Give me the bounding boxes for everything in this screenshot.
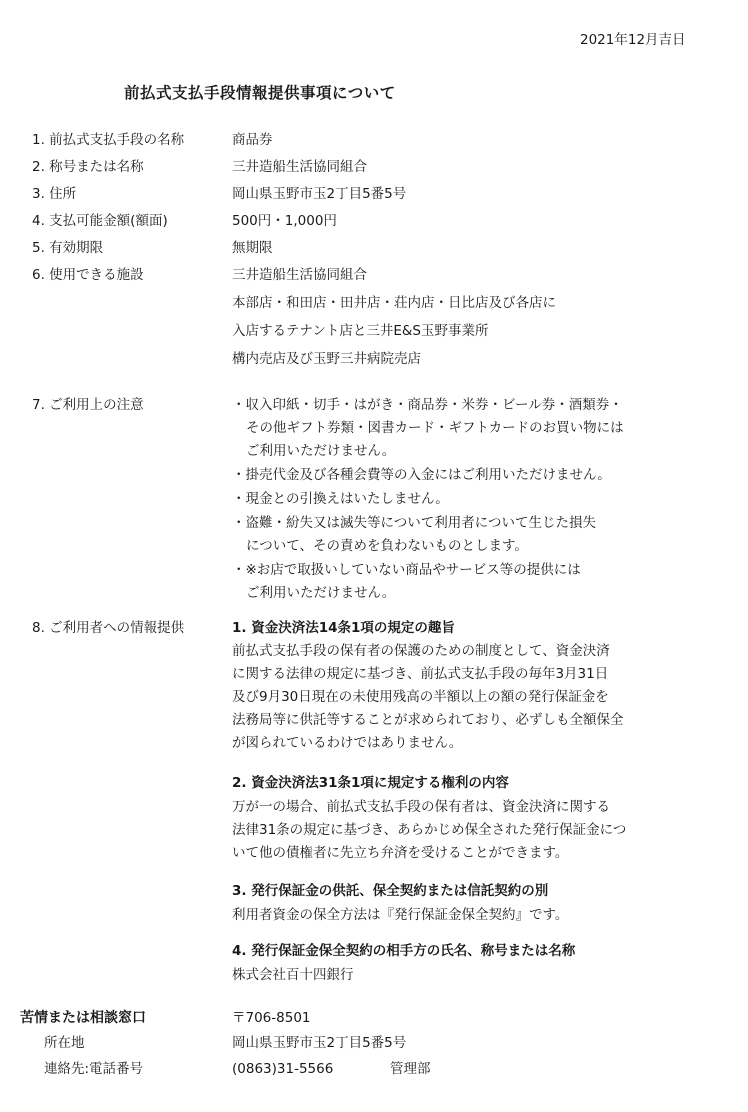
info-section-heading: 1. 資金決済法14条1項の規定の趣旨 (232, 620, 455, 636)
note-line: その他ギフト券類・図書カード・ギフトカードのお買い物には (246, 420, 624, 436)
facility-line: 本部店・和田店・田井店・荘内店・日比店及び各店に (232, 295, 556, 311)
facility-line: 入店するテナント店と三井E&S玉野事業所 (232, 323, 489, 339)
info-paragraph-line: 株式会社百十四銀行 (232, 967, 354, 983)
note-line: ・掛売代金及び各種会費等の入金にはご利用いただけません。 (232, 467, 611, 483)
contact-phone: (0863)31-5566 (232, 1061, 334, 1077)
note-line: ご利用いただけません。 (246, 585, 396, 601)
item-value-amount: 500円・1,000円 (232, 213, 337, 229)
info-paragraph-line: 法務局等に供託等することが求められており、必ずしも全額保全 (232, 712, 624, 728)
info-paragraph-line: 万が一の場合、前払式支払手段の保有者は、資金決済に関する (232, 799, 610, 815)
note-line: ・現金との引換えはいたしません。 (232, 491, 449, 507)
info-paragraph-line: が図られているわけではありません。 (232, 735, 463, 751)
facility-line: 構内売店及び玉野三井病院売店 (232, 351, 421, 367)
item-label-expiry: 5. 有効期限 (32, 240, 104, 256)
item-label-facilities: 6. 使用できる施設 (32, 267, 144, 283)
item-label-issuer: 2. 称号または名称 (32, 159, 144, 175)
info-paragraph-line: 法律31条の規定に基づき、あらかじめ保全された発行保証金につ (232, 822, 627, 838)
info-section-heading: 2. 資金決済法31条1項に規定する権利の内容 (232, 775, 509, 791)
item-value-issuer: 三井造船生活協同組合 (232, 159, 367, 175)
info-paragraph-line: 前払式支払手段の保有者の保護のための制度として、資金決済 (232, 643, 610, 659)
contact-address: 岡山県玉野市玉2丁目5番5号 (232, 1035, 407, 1051)
item-label-name: 1. 前払式支払手段の名称 (32, 132, 185, 148)
note-line: について、その責めを負わないものとします。 (246, 538, 528, 554)
contact-department: 管理部 (390, 1061, 431, 1077)
note-line: ご利用いただけません。 (246, 443, 396, 459)
item-label-notes: 7. ご利用上の注意 (32, 397, 144, 413)
info-paragraph-line: 及び9月30日現在の未使用残高の半額以上の額の発行保証金を (232, 689, 609, 705)
item-value-expiry: 無期限 (232, 240, 273, 256)
item-label-info: 8. ご利用者への情報提供 (32, 620, 185, 636)
item-value-name: 商品券 (232, 132, 273, 148)
note-line: ・盗難・紛失又は滅失等について利用者について生じた損失 (232, 515, 596, 531)
document-date: 2021年12月吉日 (580, 32, 686, 48)
info-section-heading: 4. 発行保証金保全契約の相手方の氏名、称号または名称 (232, 943, 576, 959)
item-label-address: 3. 住所 (32, 186, 77, 202)
info-paragraph-line: に関する法律の規定に基づき、前払式支払手段の毎年3月31日 (232, 666, 609, 682)
info-paragraph-line: いて他の債権者に先立ち弁済を受けることができます。 (232, 845, 569, 861)
note-line: ・※お店で取扱いしていない商品やサービス等の提供には (232, 562, 581, 578)
contact-postal: 〒706-8501 (232, 1010, 311, 1026)
note-line: ・収入印紙・切手・はがき・商品券・米券・ビール券・酒類券・ (232, 397, 623, 413)
contact-address-label: 所在地 (44, 1035, 85, 1051)
item-label-amount: 4. 支払可能金額(額面) (32, 213, 168, 229)
contact-title: 苦情または相談窓口 (20, 1010, 146, 1026)
contact-phone-label: 連絡先:電話番号 (44, 1061, 144, 1077)
info-paragraph-line: 利用者資金の保全方法は『発行保証金保全契約』です。 (232, 907, 569, 923)
facility-line: 三井造船生活協同組合 (232, 267, 367, 283)
info-section-heading: 3. 発行保証金の供託、保全契約または信託契約の別 (232, 883, 549, 899)
item-value-address: 岡山県玉野市玉2丁目5番5号 (232, 186, 407, 202)
document-title: 前払式支払手段情報提供事項について (124, 84, 396, 102)
